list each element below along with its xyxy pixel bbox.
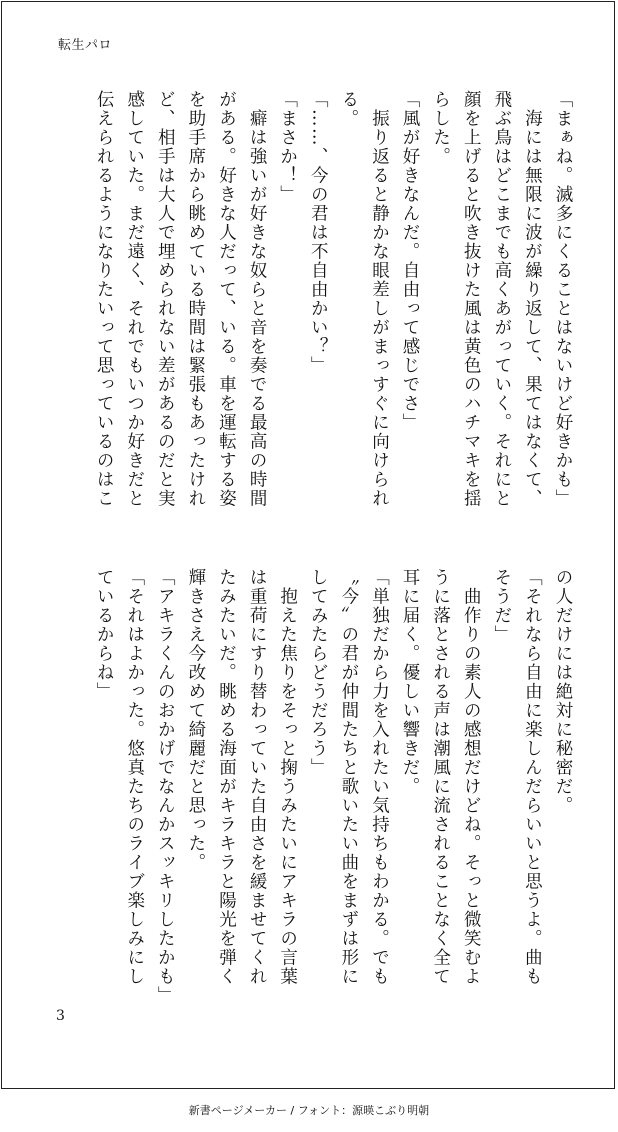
text-line: 伝えられるようになりたいって思っているのはこ <box>94 90 115 508</box>
text-line: 「アキラくんのおかげでなんかスッキリしたかも」 <box>155 568 176 1005</box>
text-line: 〝今〟の君が仲間たちと歌いたい曲をまずは形に <box>338 568 359 986</box>
text-line: 振り返ると静かな眼差しがまっすぐに向けられ <box>369 90 390 508</box>
text-line: 飛ぶ鳥はどこまでも高くあがっていく。それにと <box>491 90 512 508</box>
text-line: 「風が好きなんだ。自由って感じでさ」 <box>400 90 421 432</box>
text-line: ど、相手は大人で埋められない差があるのだと実 <box>155 90 176 508</box>
text-line: ているからね」 <box>94 568 115 701</box>
text-line: 癖は強いが好きな奴らと音を奏でる最高の時間 <box>247 90 268 508</box>
text-line: 「……、今の君は不自由かい？」 <box>308 90 329 375</box>
footer-credit: 新書ページメーカー / フォント：源暎こぶり明朝 <box>188 1104 430 1117</box>
text-line: そうだ」 <box>491 568 512 644</box>
lower-text-block <box>40 568 578 1018</box>
text-line: の人だけには絶対に秘密だ。 <box>553 568 573 815</box>
text-line: 「単独だから力を入れたい気持ちもわかる。でも <box>369 568 390 986</box>
upper-text-block <box>40 90 578 540</box>
text-line: を助手席から眺めている時間は緊張もあったけれ <box>185 90 206 508</box>
text-line: 海には無限に波が繰り返して、果てはなくて、 <box>522 90 543 508</box>
text-line: 感していた。まだ遠く、それでもいつか好きだと <box>124 90 145 508</box>
page-number: 3 <box>56 1008 65 1024</box>
text-line: がある。好きな人だって、いる。車を運転する姿 <box>216 90 237 508</box>
running-title: 転生パロ <box>58 38 113 53</box>
text-line: る。 <box>338 90 359 128</box>
text-line: してみたらどうだろう」 <box>308 568 329 777</box>
text-line: は重荷にすり替わっていた自由さを緩ませてくれ <box>247 568 268 986</box>
text-line: たみたいだ。眺める海面がキラキラと陽光を弾く <box>216 568 237 986</box>
text-line: 輝きさえ今改めて綺麗だと思った。 <box>185 568 206 872</box>
text-line: 抱えた焦りをそっと掬うみたいにアキラの言葉 <box>277 568 298 986</box>
text-line: 「それはよかった。悠真たちのライブ楽しみにし <box>124 568 145 986</box>
text-line: 顔を上げると吹き抜けた風は黄色のハチマキを揺 <box>461 90 482 508</box>
text-line: 「まぁね。滅多にくることはないけど好きかも」 <box>553 90 573 508</box>
text-line: 「まさか！」 <box>277 90 298 204</box>
text-line: らした。 <box>430 90 451 166</box>
text-line: 「それなら自由に楽しんだらいいと思うよ。曲も <box>522 568 543 986</box>
text-line: 耳に届く。優しい響きだ。 <box>400 568 421 796</box>
text-line: 曲作りの素人の感想だけどね。そっと微笑むよ <box>461 568 482 986</box>
text-line: うに落とされる声は潮風に流されることなく全て <box>430 568 451 986</box>
